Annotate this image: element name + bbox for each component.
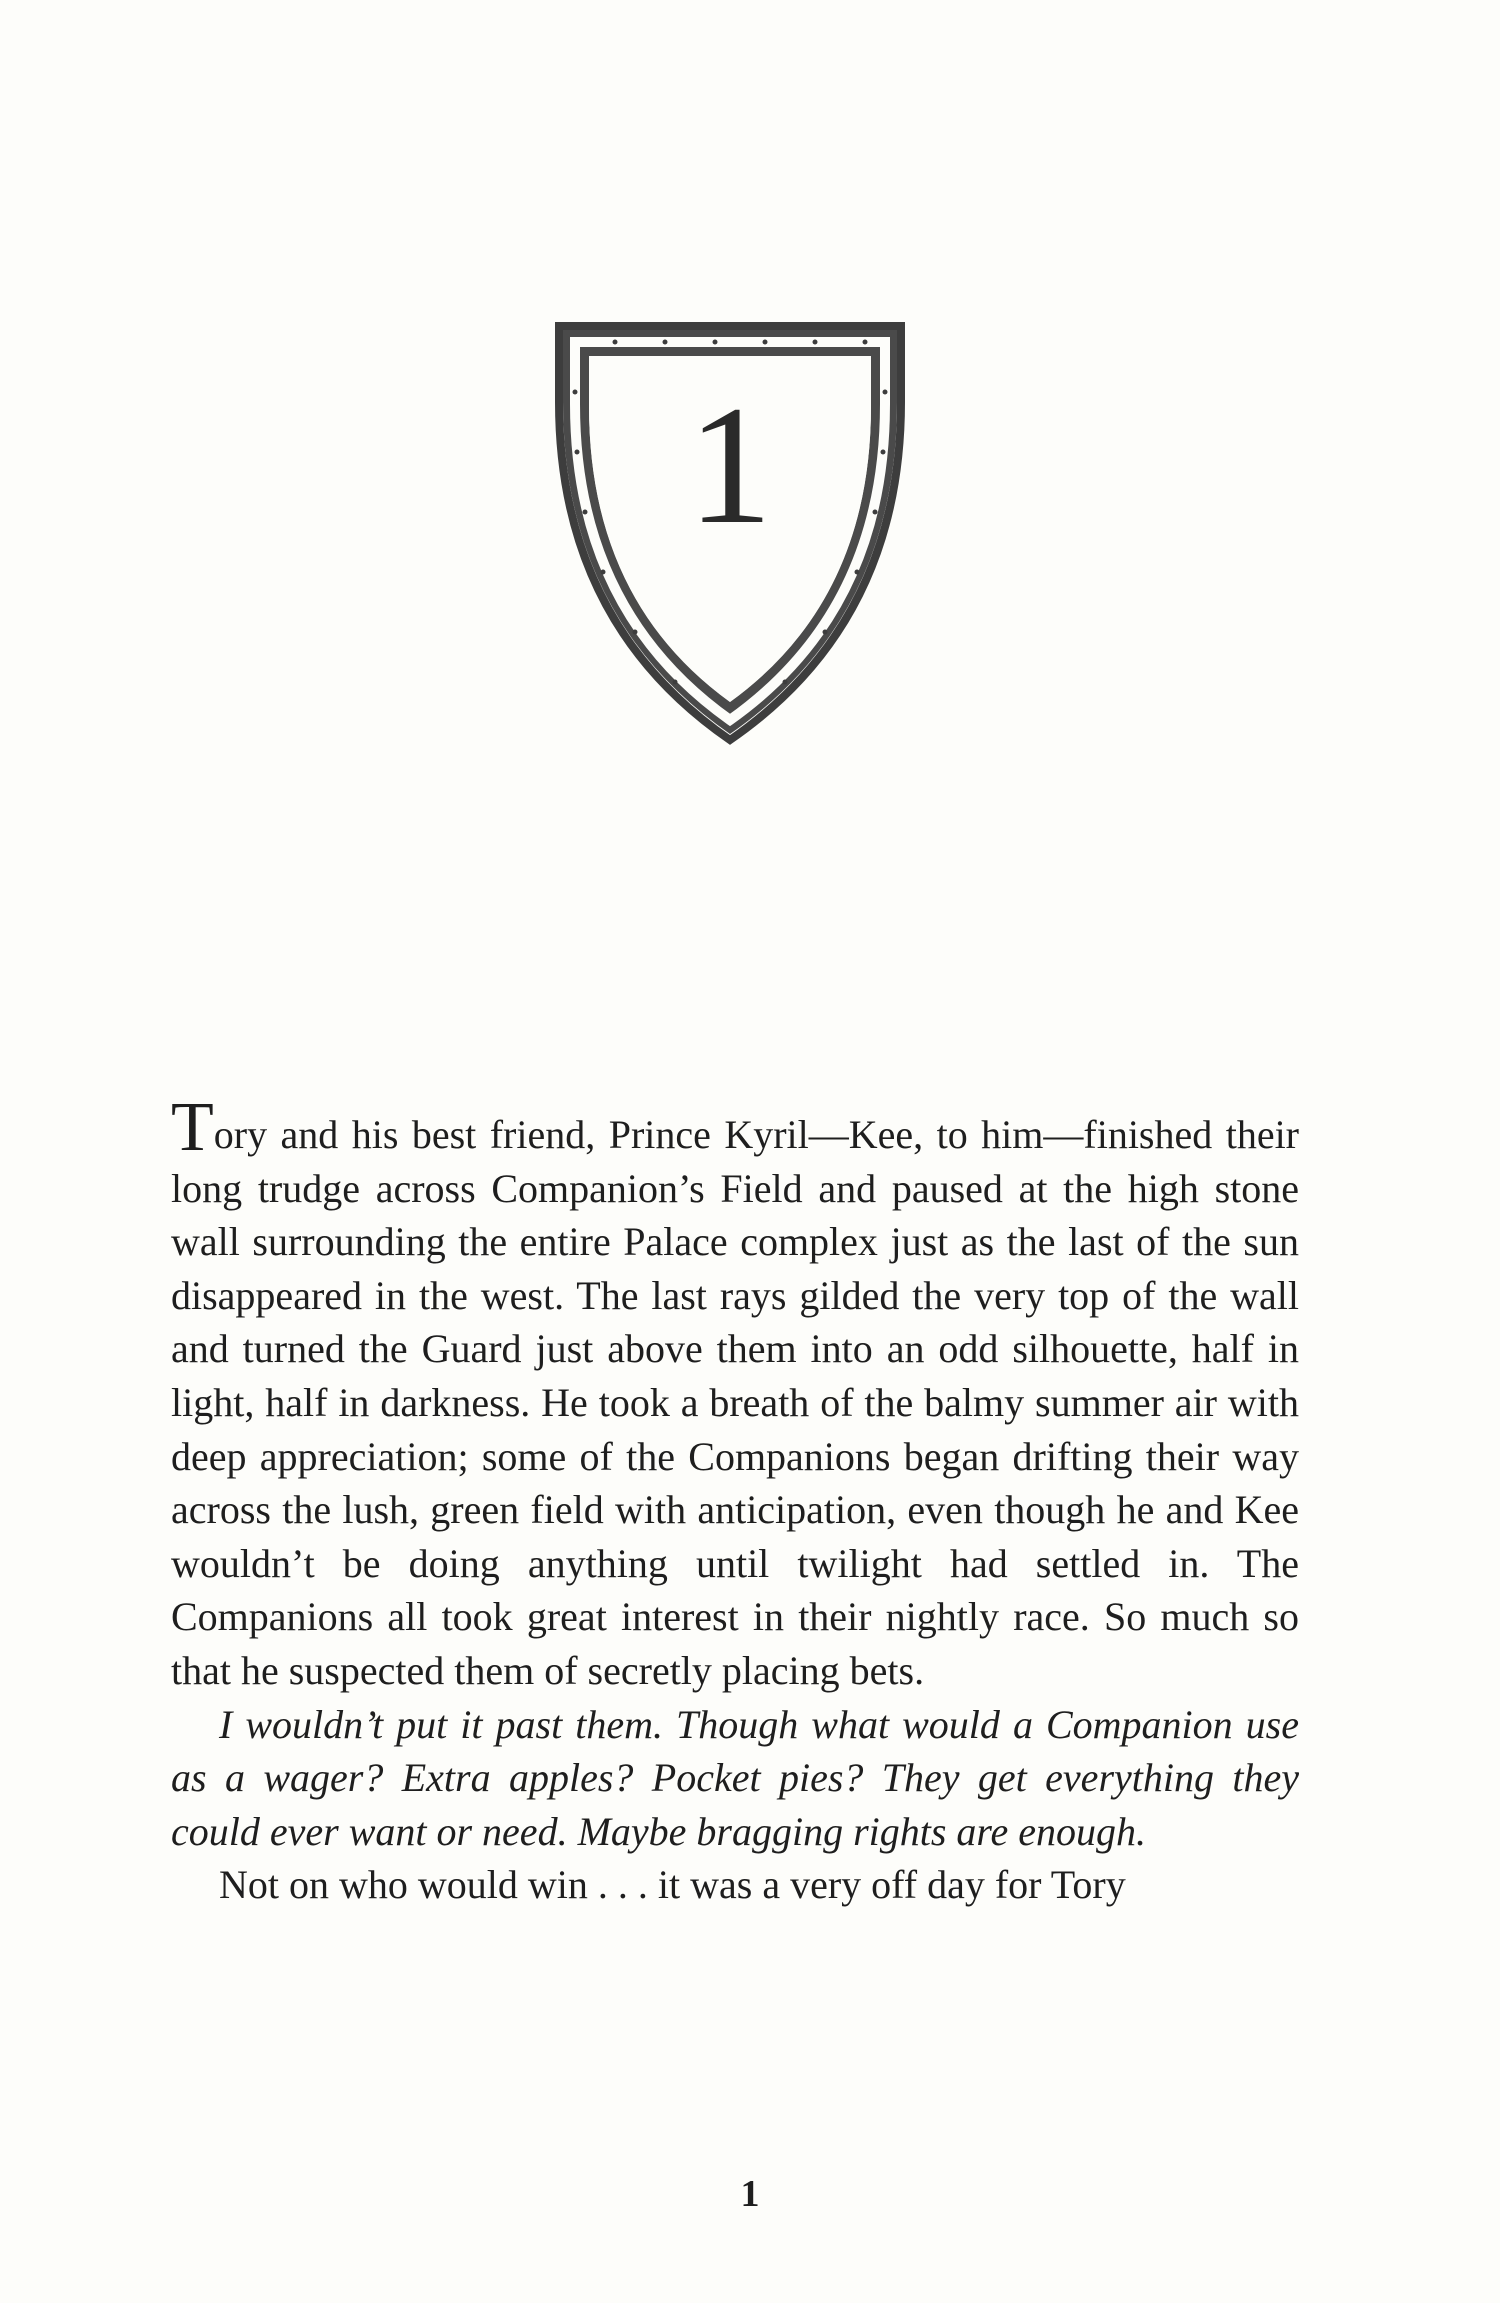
paragraph-2-thought: I wouldn’t put it past them. Though what would a Companion use as a wager? Extra apples? Pocket pies? They get everything they could ever want or need. Maybe bragging rights are enough. xyxy=(171,1701,1299,1854)
drop-cap: T xyxy=(171,1089,214,1166)
chapter-body xyxy=(171,1089,1299,1912)
chapter-number: 1 xyxy=(687,371,773,559)
page-number: 1 xyxy=(740,2173,760,2215)
paragraph-3: Not on who would win . . . it was a very off day for Tory xyxy=(219,1862,1126,1908)
paragraph-1 xyxy=(171,1089,1299,1698)
paragraph-1-text: ory and his best friend, Prince Kyril—Kee, to him—finished their long trudge across Companion’s Field and paused at the high stone wall surrounding the entire Palace complex just as the last of the sun disappeared in the west. The last rays gilded the very top of the wall and turned the Guard just above them into an odd silhouette, half in light, half in darkness. He took a breath of the balmy summer air with deep appreciation; some of the Companions began drifting their way across the lush, green field with anticipation, even though he and Kee wouldn’t be doing anything until twilight had settled in. The Companions all took great interest in their nightly race. So much so that he suspected them of secretly placing bets. xyxy=(171,1112,1299,1693)
